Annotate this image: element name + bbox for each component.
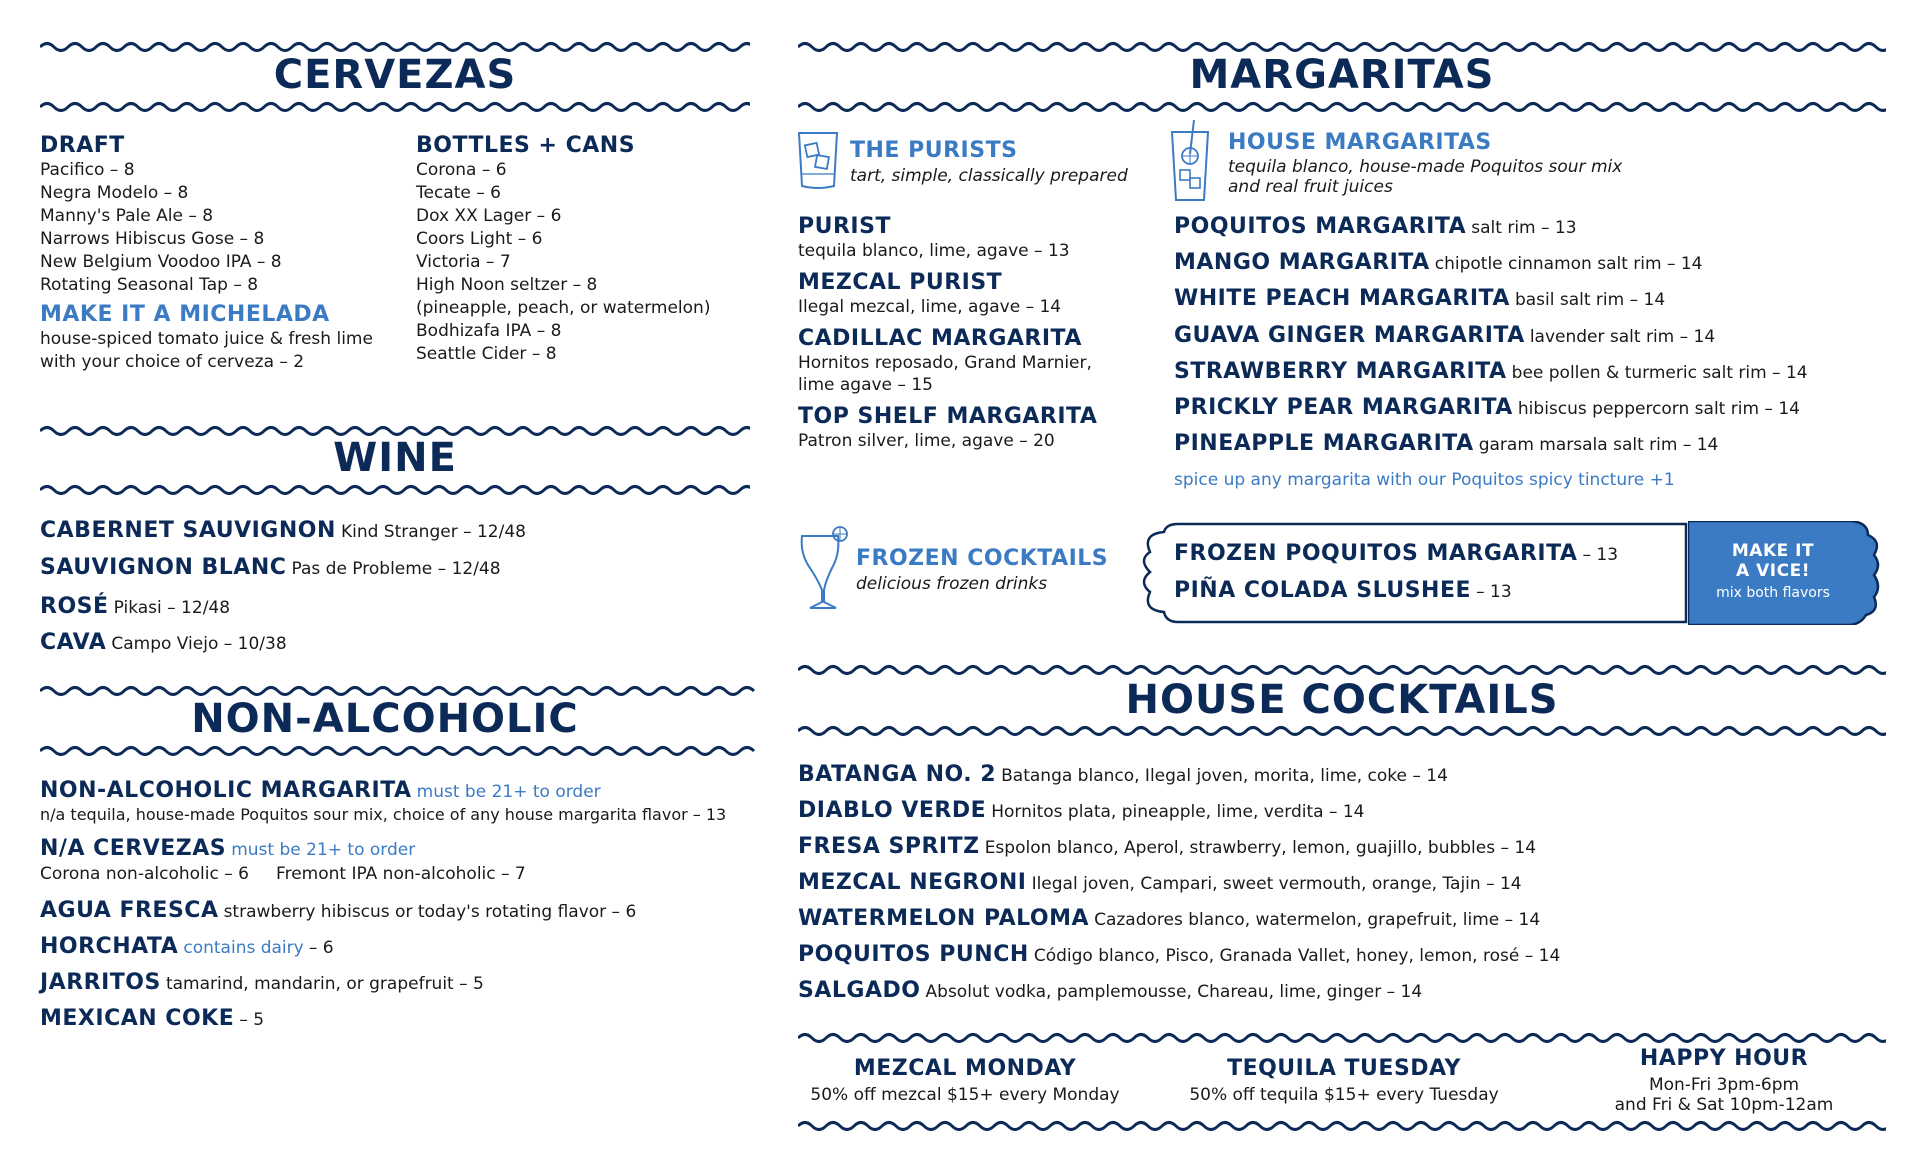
wave-svg [798,1031,1886,1045]
happy-hour [1590,1046,1858,1115]
special-heading: MEZCAL MONDAY [853,1056,1077,1081]
item-name: WATERMELON PALOMA [798,906,1089,931]
item-name: STRAWBERRY MARGARITA [1174,359,1507,384]
item-name: HORCHATA [40,934,179,959]
bottles-column [416,133,710,366]
tall-glass-svg [1168,120,1212,204]
item-desc: Absolut vodka, pamplemousse, Chareau, lime, ginger – 14 [925,982,1423,1002]
item-name: FRESA SPRITZ [798,834,980,859]
list-item: High Noon seltzer – 8 [416,275,598,295]
make-it-a-vice-badge [1688,521,1882,625]
list-item: Tecate – 6 [416,183,501,203]
house-margaritas-subtitle: and real fruit juices [1228,177,1393,197]
frozen-header [856,546,1108,594]
list-item: Narrows Hibiscus Gose – 8 [40,229,265,249]
house-margaritas-subtitle: tequila blanco, house-made Poquitos sour mix [1228,157,1623,177]
nonalc-title: NON-ALCOHOLIC [191,696,579,742]
item-name: CADILLAC MARGARITA [798,326,1082,351]
wave-svg [40,100,750,114]
item-desc: bee pollen & turmeric salt rim – 14 [1511,363,1808,383]
wave-divider [798,1119,1886,1133]
age-note: must be 21+ to order [416,782,601,802]
age-note: must be 21+ to order [231,840,416,860]
item-name: SALGADO [798,978,921,1003]
cocktail-item [798,870,1522,895]
wave-divider [798,1031,1886,1045]
item-desc: garam marsala salt rim – 14 [1478,435,1719,455]
item-name: WHITE PEACH MARGARITA [1174,286,1510,311]
house-margaritas-header [1228,130,1622,197]
wine-name: ROSÉ [40,594,109,619]
agua-fresca [40,898,636,923]
wave-divider [40,100,750,114]
bottles-heading: BOTTLES + CANS [416,133,636,158]
house-margarita-item [1174,250,1703,275]
wine-desc: Pas de Probleme – 12/48 [291,559,501,579]
item-name: PINEAPPLE MARGARITA [1174,431,1474,456]
special-desc: 50% off mezcal $15+ every Monday [810,1085,1120,1105]
list-item: Pacifico – 8 [40,160,135,180]
item-name: MEXICAN COKE [40,1006,235,1031]
wave-divider [40,483,750,497]
special-heading: TEQUILA TUESDAY [1227,1056,1461,1081]
item-desc: Espolon blanco, Aperol, strawberry, lemon, guajillo, bubbles – 14 [984,838,1537,858]
house-margarita-item [1174,286,1665,311]
wine-name: SAUVIGNON BLANC [40,555,287,580]
dairy-note: contains dairy [183,938,304,958]
item-name: NON-ALCOHOLIC MARGARITA [40,778,412,803]
item-desc: Corona non-alcoholic – 6 [40,864,249,884]
house-margarita-item [1174,214,1577,239]
list-item: Bodhizafa IPA – 8 [416,321,562,341]
item-name: N/A CERVEZAS [40,836,227,861]
list-item: New Belgium Voodoo IPA – 8 [40,252,282,272]
house-margarita-item [1174,359,1808,384]
item-desc: Cazadores blanco, watermelon, grapefruit, lime – 14 [1094,910,1541,930]
item-desc: Hornitos plata, pineapple, lime, verdita – 14 [991,802,1365,822]
house-margarita-item [1174,395,1800,420]
list-item: Dox XX Lager – 6 [416,206,562,226]
wine-name: CAVA [40,630,107,655]
item-desc: – 6 [308,938,334,958]
item-desc: strawberry hibiscus or today's rotating flavor – 6 [223,902,637,922]
purists-list [798,214,1097,452]
special-heading: HAPPY HOUR [1639,1046,1809,1071]
cocktail-item [798,762,1448,787]
wine-name: CABERNET SAUVIGNON [40,518,336,543]
item-name: TOP SHELF MARGARITA [798,404,1098,429]
wave-divider [798,100,1886,114]
hurricane-glass-svg [796,524,850,614]
item-desc: – 13 [1476,582,1512,602]
item-name: POQUITOS PUNCH [798,942,1029,967]
item-desc: lavender salt rim – 14 [1529,327,1716,347]
item-name: MANGO MARGARITA [1174,250,1430,275]
list-item: Negra Modelo – 8 [40,183,189,203]
list-item: Coors Light – 6 [416,229,543,249]
purists-subtitle: tart, simple, classically prepared [850,166,1128,186]
item-name: POQUITOS MARGARITA [1174,214,1467,239]
cocktail-item [798,834,1536,859]
special-desc: Mon-Fri 3pm-6pm [1648,1075,1800,1095]
item-desc: Fremont IPA non-alcoholic – 7 [276,864,526,884]
item-desc: Ilegal mezcal, lime, agave – 14 [798,297,1062,317]
frozen-item [1174,578,1512,603]
special-desc: and Fri & Sat 10pm-12am [1614,1095,1834,1115]
wave-svg [40,744,756,758]
nonalc-cervezas [40,836,415,861]
wine-item [40,630,287,655]
glass-icon [796,130,840,190]
item-name: MEZCAL NEGRONI [798,870,1027,895]
tequila-tuesday [1176,1056,1512,1105]
hurricane-glass-icon [796,524,850,614]
list-item: Victoria – 7 [416,252,511,272]
wine-title: WINE [333,435,457,481]
house-cocktails-title: HOUSE COCKTAILS [1125,677,1559,723]
item-name: JARRITOS [40,970,161,995]
item-desc: Patron silver, lime, agave – 20 [798,431,1055,451]
purists-heading: THE PURISTS [850,138,1018,163]
wave-svg [40,483,750,497]
item-desc: hibiscus peppercorn salt rim – 14 [1517,399,1800,419]
spice-note: spice up any margarita with our Poquitos spicy tincture +1 [1174,470,1675,490]
wine-desc: Campo Viejo – 10/38 [111,634,287,654]
cocktail-item [798,978,1422,1003]
vice-title: MAKE IT [1731,541,1815,561]
wave-divider [798,724,1886,738]
house-margarita-item [1174,431,1718,456]
cocktail-item [798,942,1560,967]
purists-header [850,138,1128,186]
margaritas-title: MARGARITAS [1189,52,1495,98]
cocktail-item [798,798,1365,823]
item-desc: lime agave – 15 [798,375,933,395]
list-item: Corona – 6 [416,160,507,180]
item-name: PIÑA COLADA SLUSHEE [1174,578,1472,603]
item-desc: tamarind, mandarin, or grapefruit – 5 [165,974,484,994]
draft-column [40,133,373,374]
tall-glass-icon [1168,120,1212,204]
wine-item [40,518,526,543]
mezcal-monday [800,1056,1130,1105]
frozen-subtitle: delicious frozen drinks [856,574,1048,594]
item-desc: Código blanco, Pisco, Granada Vallet, honey, lemon, rosé – 14 [1033,946,1561,966]
item-desc: salt rim – 13 [1471,218,1577,238]
wine-desc: Pikasi – 12/48 [113,598,231,618]
list-item: Seattle Cider – 8 [416,344,557,364]
item-name: PRICKLY PEAR MARGARITA [1174,395,1513,420]
item-desc: Hornitos reposado, Grand Marnier, [798,353,1092,373]
michelada-desc: with your choice of cerveza – 2 [40,352,305,372]
item-name: PURIST [798,214,891,239]
item-name: MEZCAL PURIST [798,270,1003,295]
wave-svg [798,724,1886,738]
vice-subtitle: mix both flavors [1716,585,1830,601]
item-desc: – 13 [1582,545,1619,565]
item-desc: Ilegal joven, Campari, sweet vermouth, orange, Tajin – 14 [1031,874,1522,894]
item-name: BATANGA NO. 2 [798,762,997,787]
nonalc-cervezas-desc [40,864,526,884]
item-desc: tequila blanco, lime, agave – 13 [798,241,1070,261]
frozen-item [1174,541,1618,566]
wave-divider [40,744,756,758]
wave-svg [798,1119,1886,1133]
item-desc: Batanga blanco, Ilegal joven, morita, lime, coke – 14 [1001,766,1448,786]
wave-svg [798,100,1886,114]
nonalc-margarita [40,778,601,803]
list-item: (pineapple, peach, or watermelon) [416,298,711,318]
item-desc: chipotle cinnamon salt rim – 14 [1434,254,1703,274]
house-margarita-item [1174,323,1715,348]
michelada-heading: MAKE IT A MICHELADA [40,302,330,327]
frozen-heading: FROZEN COCKTAILS [856,546,1109,571]
item-name: FROZEN POQUITOS MARGARITA [1174,541,1578,566]
wine-item [40,594,230,619]
wave-divider [798,663,1886,677]
cervezas-title: CERVEZAS [273,52,517,98]
wave-svg [798,663,1886,677]
item-desc: n/a tequila, house-made Poquitos sour mix, choice of any house margarita flavor – 13 [40,805,727,824]
draft-heading: DRAFT [40,133,125,158]
horchata [40,934,334,959]
list-item: Rotating Seasonal Tap – 8 [40,275,259,295]
wine-item [40,555,501,580]
list-item: Manny's Pale Ale – 8 [40,206,214,226]
item-name: DIABLO VERDE [798,798,987,823]
glass-svg [796,130,840,190]
item-name: GUAVA GINGER MARGARITA [1174,323,1525,348]
item-desc: basil salt rim – 14 [1514,290,1666,310]
house-margaritas-heading: HOUSE MARGARITAS [1228,130,1492,155]
special-desc: 50% off tequila $15+ every Tuesday [1189,1085,1499,1105]
wine-desc: Kind Stranger – 12/48 [340,522,526,542]
jarritos [40,970,484,995]
vice-title: A VICE! [1736,561,1810,581]
cocktail-item [798,906,1540,931]
item-desc: – 5 [239,1010,265,1030]
michelada-desc: house-spiced tomato juice & fresh lime [40,329,373,349]
mexican-coke [40,1006,264,1031]
item-name: AGUA FRESCA [40,898,219,923]
